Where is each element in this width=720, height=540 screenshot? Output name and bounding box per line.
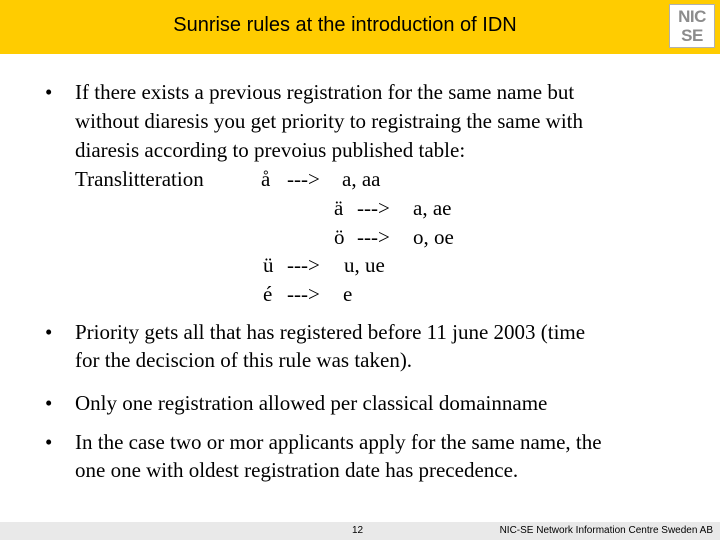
translit-arrow: ---> <box>357 225 390 249</box>
translit-arrow: ---> <box>287 167 320 191</box>
translit-char: ü <box>263 253 274 277</box>
translit-arrow: ---> <box>357 196 390 220</box>
bullet-marker-3: • <box>45 391 53 415</box>
title-bar <box>0 0 720 54</box>
translit-char: ä <box>334 196 344 220</box>
footer-bar <box>0 522 720 540</box>
translit-result: o, oe <box>413 225 454 249</box>
page-number: 12 <box>352 525 364 536</box>
logo-line-2: SE <box>681 26 703 45</box>
footer-organization: NIC-SE Network Information Centre Sweden AB <box>499 525 713 536</box>
bullet4-line-1: In the case two or mor applicants apply for the same name, the <box>75 430 602 454</box>
bullet4-line-2: one one with oldest registration date has precedence. <box>75 458 519 482</box>
translit-result: u, ue <box>344 253 385 277</box>
translit-result: e <box>343 282 353 306</box>
translit-arrow: ---> <box>287 253 320 277</box>
translit-char: ö <box>334 225 345 249</box>
transliteration-label: Translitteration <box>75 167 204 191</box>
bullet1-line-2: without diaresis you get priority to registraing the same with <box>75 109 583 133</box>
logo-line-1: NIC <box>678 7 706 26</box>
bullet1-line-1: If there exists a previous registration for the same name but <box>75 80 575 104</box>
translit-result: a, ae <box>413 196 452 220</box>
bullet-marker-1: • <box>45 80 53 104</box>
translit-char: é <box>263 282 273 306</box>
bullet-marker-4: • <box>45 430 53 454</box>
bullet3-line-1: Only one registration allowed per classical domainname <box>75 391 548 415</box>
bullet2-line-1: Priority gets all that has registered before 11 june 2003 (time <box>75 320 586 344</box>
slide-title: Sunrise rules at the introduction of IDN <box>173 14 517 36</box>
translit-arrow: ---> <box>287 282 320 306</box>
bullet1-line-3: diaresis according to prevoius published table: <box>75 138 466 162</box>
bullet-marker-2: • <box>45 320 53 344</box>
nic-se-logo <box>669 4 715 48</box>
translit-char: å <box>261 167 271 191</box>
translit-result: a, aa <box>342 167 381 191</box>
bullet2-line-2: for the deciscion of this rule was taken). <box>75 348 413 372</box>
